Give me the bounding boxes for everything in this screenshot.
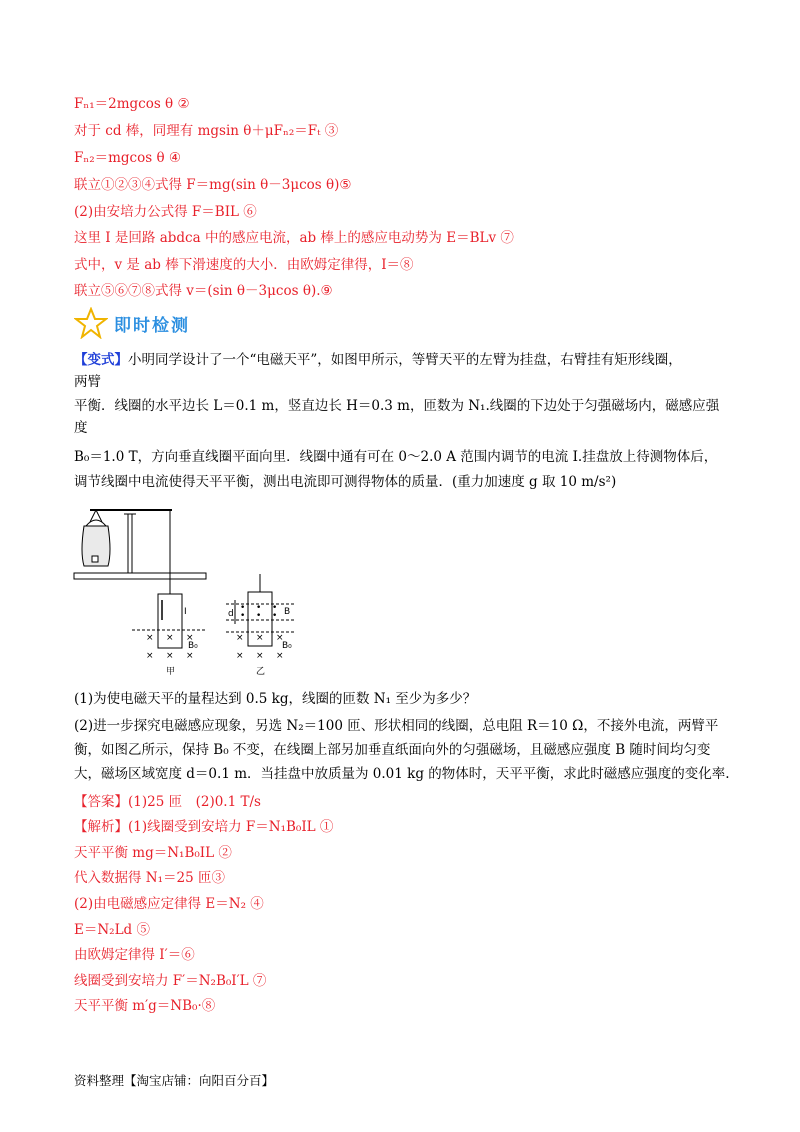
figure-label-jia: 甲 bbox=[166, 667, 176, 677]
b-label: B bbox=[284, 607, 291, 617]
balance-base bbox=[74, 573, 206, 579]
dot-mark: • bbox=[272, 603, 278, 613]
dot-mark: • bbox=[240, 611, 246, 621]
dot-mark: • bbox=[272, 611, 278, 621]
problem-line-6: 调节线圈中电流使得天平平衡，测出电流即可测得物体的质量．(重力加速度 g 取 10 m/s²) bbox=[74, 474, 617, 490]
answer-tag: 【答案】 bbox=[74, 794, 128, 810]
solution-line-4: 联立①②③④式得 F＝mg(sin θ－3μcos θ)⑤ bbox=[74, 177, 352, 193]
analysis-line-5: E＝N₂Ld ⑤ bbox=[74, 922, 150, 938]
analysis-line-6: 由欧姆定律得 I′＝⑥ bbox=[74, 947, 195, 963]
answer-text: (1)25 匝 (2)0.1 T/s bbox=[128, 794, 261, 810]
analysis-line-7: 线圈受到安培力 F′＝N₂B₀I′L ⑦ bbox=[74, 973, 267, 989]
problem-line-5: B₀＝1.0 T，方向垂直线圈平面向里．线圈中通有可在 0～2.0 A 范围内调节的电流 I.挂盘放上待测物体后， bbox=[74, 449, 718, 465]
question-2-line-3: 大，磁场区域宽度 d＝0.1 m．当挂盘中放质量为 0.01 kg 的物体时，天平平衡，求此时磁感应强度的变化率. bbox=[74, 766, 730, 782]
analysis-line-1 bbox=[74, 818, 333, 836]
star-icon bbox=[74, 307, 108, 339]
cross-mark: × bbox=[256, 651, 264, 661]
solution-line-7: 式中，v 是 ab 棒下滑速度的大小．由欧姆定律得，I＝⑧ bbox=[74, 257, 414, 273]
solution-line-6: 这里 I 是回路 abdca 中的感应电流，ab 棒上的感应电动势为 E＝BLv ⑦ bbox=[74, 230, 514, 246]
section-title: 即时检测 bbox=[114, 315, 190, 336]
analysis-text-1: (1)线圈受到安培力 F＝N₁B₀IL ① bbox=[128, 819, 334, 835]
solution-line-2: 对于 cd 棒，同理有 mgsin θ＋μFₙ₂＝Fₜ ③ bbox=[74, 123, 339, 139]
footer-note: 资料整理【淘宝店铺：向阳百分百】 bbox=[74, 1073, 275, 1088]
d-label: d bbox=[228, 609, 234, 619]
solution-line-5: (2)由安培力公式得 F＝BIL ⑥ bbox=[74, 204, 257, 220]
analysis-line-8: 天平平衡 m′g＝NB₀·⑧ bbox=[74, 998, 216, 1014]
solution-line-8: 联立⑤⑥⑦⑧式得 v＝(sin θ－3μcos θ).⑨ bbox=[74, 283, 333, 299]
balance-figure bbox=[70, 500, 310, 680]
cross-mark: × bbox=[256, 633, 264, 643]
section-header bbox=[74, 306, 190, 340]
cross-mark: × bbox=[276, 651, 284, 661]
problem-line-2: 两臂 bbox=[74, 374, 101, 390]
b0-label-jia: B₀ bbox=[188, 641, 198, 651]
question-1: (1)为使电磁天平的量程达到 0.5 kg，线圈的匝数 N₁ 至少为多少？ bbox=[74, 691, 477, 707]
cross-mark: × bbox=[186, 651, 194, 661]
solution-line-1: Fₙ₁＝2mgcos θ ② bbox=[74, 96, 190, 112]
b0-label-yi: B₀ bbox=[282, 641, 292, 651]
cross-mark: × bbox=[236, 633, 244, 643]
current-label: I bbox=[184, 607, 187, 617]
problem-line-1 bbox=[74, 351, 682, 369]
dot-mark: • bbox=[256, 603, 262, 613]
solution-line-3: Fₙ₂＝mgcos θ ④ bbox=[74, 150, 181, 166]
problem-line-3: 平衡．线圈的水平边长 L＝0.1 m，竖直边长 H＝0.3 m，匝数为 N₁.线圈的下边处于匀强磁场内，磁感应强 bbox=[74, 398, 720, 414]
cross-mark: × bbox=[166, 633, 174, 643]
question-2-line-2: 衡，如图乙所示，保持 B₀ 不变，在线圈上部另加垂直纸面向外的匀强磁场，且磁感应强度 B 随时间均匀变 bbox=[74, 742, 711, 758]
problem-line-4: 度 bbox=[74, 420, 88, 436]
answer-line bbox=[74, 793, 261, 811]
dot-mark: • bbox=[256, 611, 262, 621]
cross-mark: × bbox=[186, 633, 194, 643]
analysis-line-2: 天平平衡 mg＝N₁B₀IL ② bbox=[74, 845, 232, 861]
cross-mark: × bbox=[166, 651, 174, 661]
question-2-line-1: (2)进一步探究电磁感应现象，另选 N₂＝100 匝、形状相同的线圈，总电阻 R＝10 Ω，不接外电流，两臂平 bbox=[74, 718, 719, 734]
variant-tag: 【变式】 bbox=[74, 352, 128, 368]
analysis-tag: 【解析】 bbox=[74, 819, 128, 835]
analysis-line-4: (2)由电磁感应定律得 E＝N₂ ④ bbox=[74, 896, 264, 912]
cross-mark: × bbox=[146, 651, 154, 661]
cross-mark: × bbox=[236, 651, 244, 661]
balance-stand bbox=[128, 514, 132, 573]
problem-text-1: 小明同学设计了一个“电磁天平”，如图甲所示，等臂天平的左臂为挂盘，右臂挂有矩形线圈， bbox=[128, 352, 682, 368]
figure-label-yi: 乙 bbox=[256, 667, 266, 677]
cross-mark: × bbox=[276, 633, 284, 643]
dot-mark: • bbox=[240, 603, 246, 613]
cross-mark: × bbox=[146, 633, 154, 643]
analysis-line-3: 代入数据得 N₁＝25 匝③ bbox=[74, 870, 225, 886]
